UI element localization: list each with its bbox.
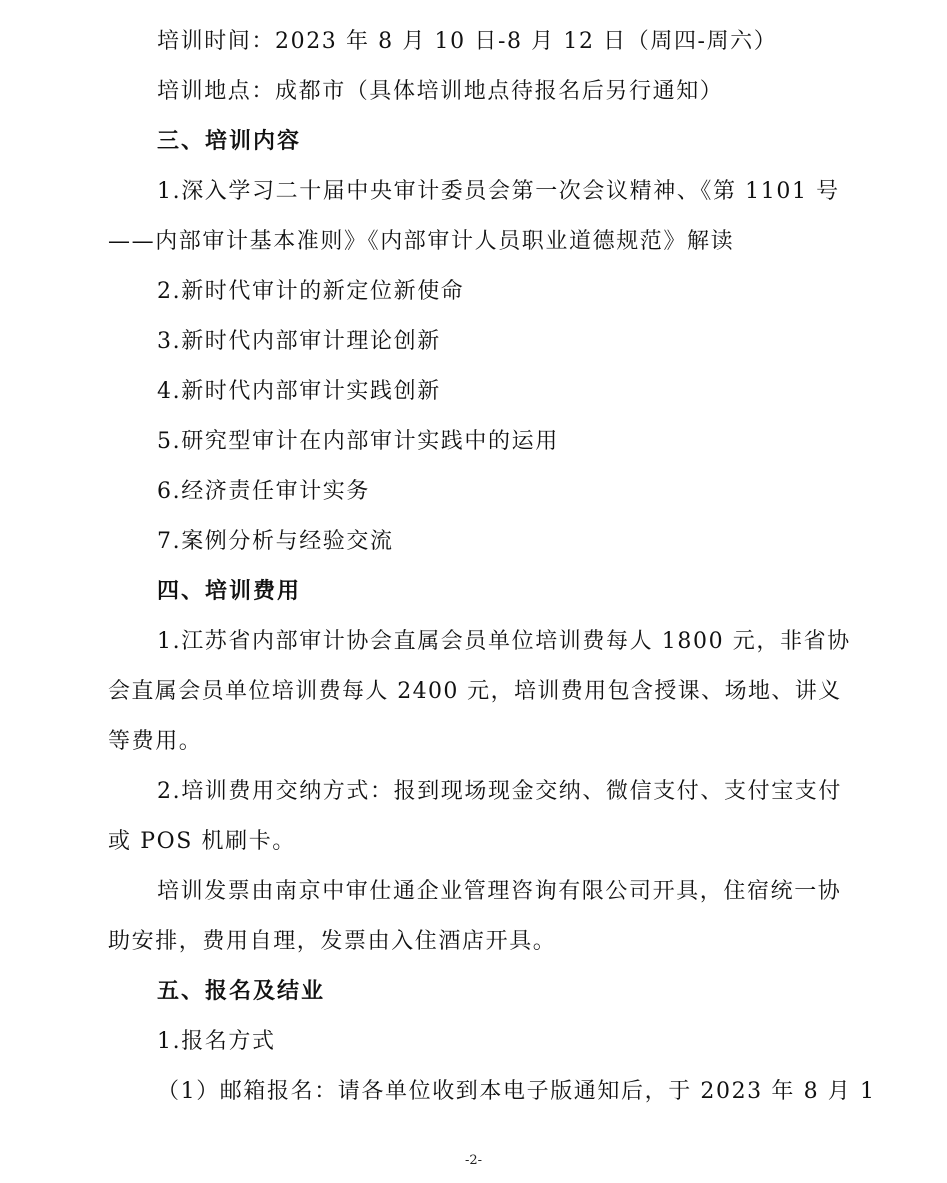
training-time: 培训时间：2023 年 8 月 10 日-8 月 12 日（周四-周六）: [157, 29, 778, 54]
invoice-note-line-1: 培训发票由南京中审仕通企业管理咨询有限公司开具，住宿统一协: [157, 879, 842, 904]
page-number: -2-: [464, 1153, 483, 1168]
fee-item-1-line-2: 会直属会员单位培训费每人 2400 元，培训费用包含授课、场地、讲义: [108, 679, 842, 704]
content-item-6: 6.经济责任审计实务: [157, 479, 370, 504]
section-heading-fees: 四、培训费用: [157, 579, 302, 604]
training-location: 培训地点：成都市（具体培训地点待报名后另行通知）: [157, 79, 724, 104]
content-item-2: 2.新时代审计的新定位新使命: [157, 279, 465, 304]
section-heading-content: 三、培训内容: [157, 129, 302, 154]
fee-item-1-line-3: 等费用。: [108, 729, 203, 754]
content-item-1-line-2: ——内部审计基本准则》《内部审计人员职业道德规范》解读: [108, 229, 735, 254]
fee-item-1-line-1: 1.江苏省内部审计协会直属会员单位培训费每人 1800 元，非省协: [157, 629, 851, 654]
fee-item-2-line-2: 或 POS 机刷卡。: [108, 829, 296, 854]
fee-item-2-line-1: 2.培训费用交纳方式：报到现场现金交纳、微信支付、支付宝支付: [157, 779, 842, 804]
content-item-4: 4.新时代内部审计实践创新: [157, 379, 441, 404]
registration-method: 1.报名方式: [157, 1029, 276, 1054]
invoice-note-line-2: 助安排，费用自理，发票由入住酒店开具。: [108, 929, 557, 954]
content-item-5: 5.研究型审计在内部审计实践中的运用: [157, 429, 559, 454]
email-registration: （1）邮箱报名：请各单位收到本电子版通知后，于 2023 年 8 月 1: [157, 1079, 876, 1104]
content-item-1-line-1: 1.深入学习二十届中央审计委员会第一次会议精神、《第 1101 号: [157, 179, 840, 204]
section-heading-registration: 五、报名及结业: [157, 979, 326, 1004]
content-item-7: 7.案例分析与经验交流: [157, 529, 394, 554]
content-item-3: 3.新时代内部审计理论创新: [157, 329, 441, 354]
